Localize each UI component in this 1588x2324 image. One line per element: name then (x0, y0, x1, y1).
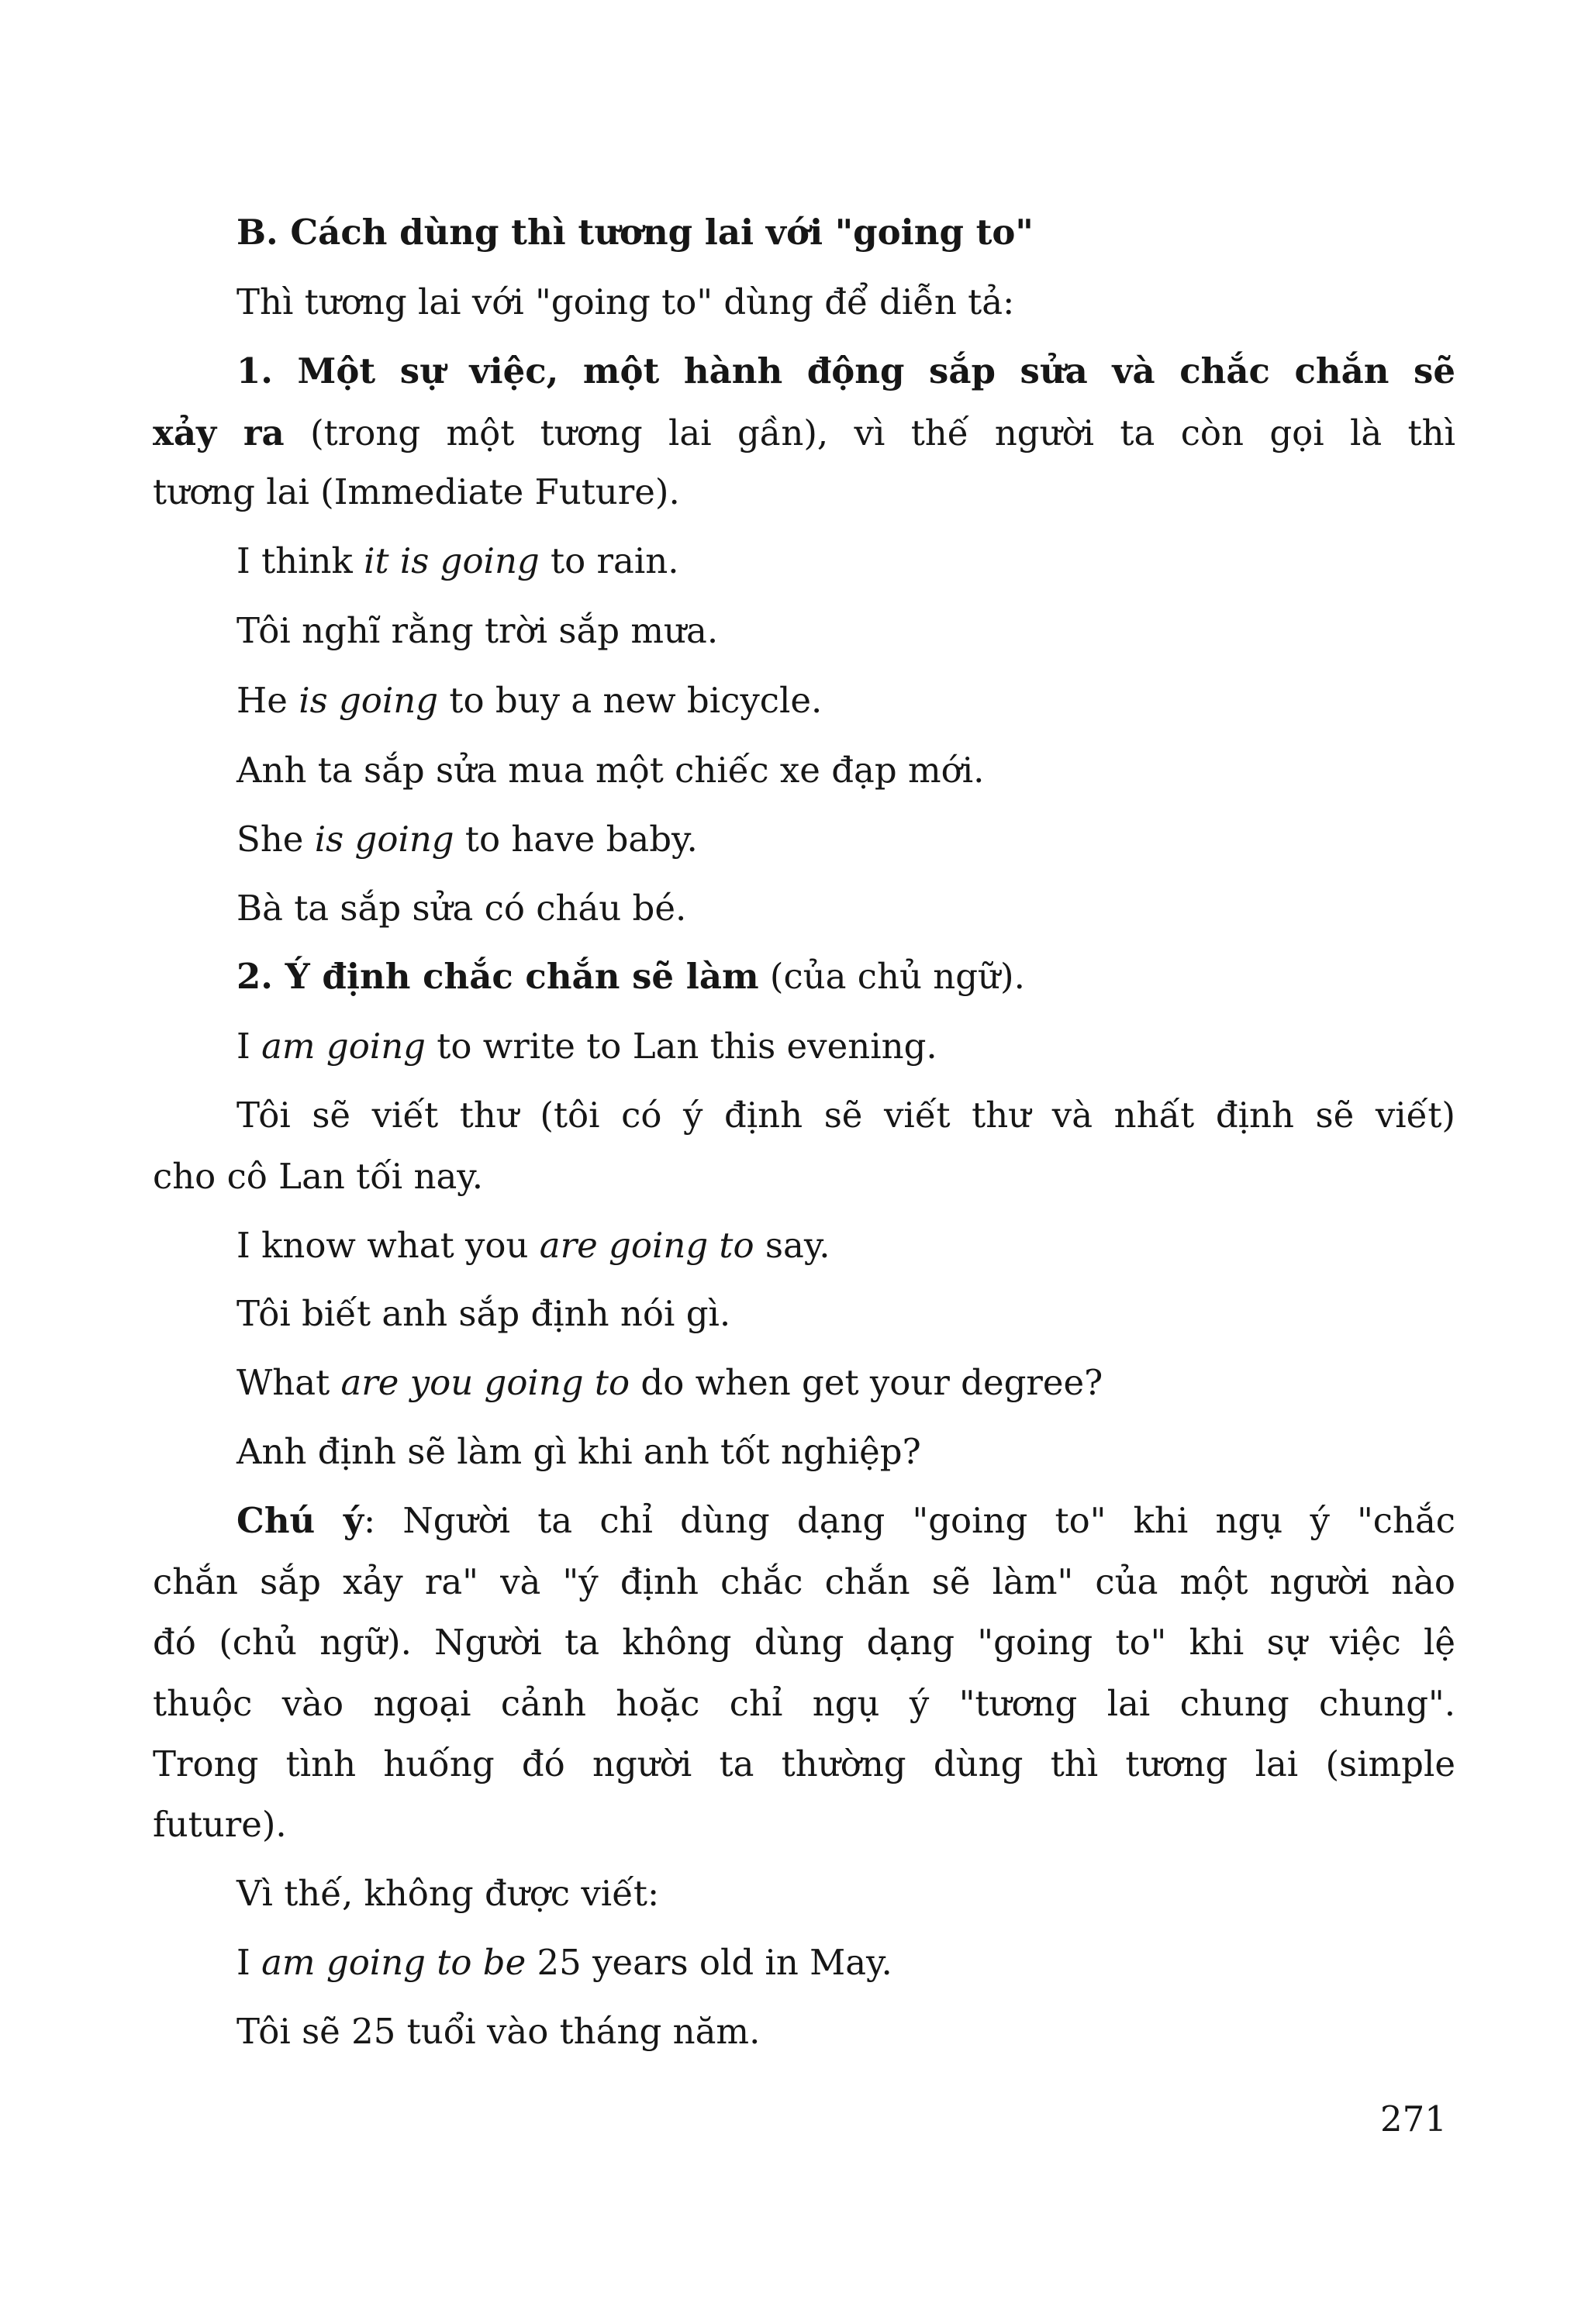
point-1-line-2: xảy ra (trong một tương lai gần), vì thế người ta còn gọi là thì (153, 412, 1456, 453)
point-2: 2. Ý định chắc chắn sẽ làm (của chủ ngữ). (236, 956, 1025, 997)
page-number: 271 (1380, 2098, 1447, 2140)
point-1-line-1: 1. Một sự việc, một hành động sắp sửa và chắc chắn sẽ (236, 350, 1455, 391)
translation-sentence: Bà ta sắp sửa có cháu bé. (236, 888, 687, 929)
example-sentence: I am going to be 25 years old in May. (236, 1942, 892, 1983)
translation-line-2: cho cô Lan tối nay. (153, 1156, 484, 1197)
translation-sentence: Anh ta sắp sửa mua một chiếc xe đạp mới. (236, 750, 985, 791)
note-line-3: đó (chủ ngữ). Người ta không dùng dạng "going to" khi sự việc lệ (153, 1622, 1455, 1663)
example-sentence: He is going to buy a new bicycle. (236, 680, 823, 721)
note-line-1: Chú ý: Người ta chỉ dùng dạng "going to" khi ngụ ý "chắc (236, 1500, 1455, 1541)
section-heading: B. Cách dùng thì tương lai với "going to" (236, 212, 1034, 253)
note-line-6: future). (153, 1804, 287, 1845)
translation-sentence: Tôi nghĩ rằng trời sắp mưa. (236, 610, 719, 651)
therefore-text: Vì thế, không được viết: (236, 1873, 660, 1914)
note-line-2: chắn sắp xảy ra" và "ý định chắc chắn sẽ làm" của một người nào (153, 1561, 1455, 1602)
translation-sentence: Tôi sẽ 25 tuổi vào tháng năm. (236, 2011, 761, 2052)
intro-text: Thì tương lai với "going to" dùng để diễn tả: (236, 281, 1015, 322)
example-sentence: I am going to write to Lan this evening. (236, 1026, 937, 1067)
translation-line-1: Tôi sẽ viết thư (tôi có ý định sẽ viết thư và nhất định sẽ viết) (236, 1095, 1455, 1136)
example-sentence: I think it is going to rain. (236, 540, 679, 581)
example-sentence: I know what you are going to say. (236, 1225, 830, 1266)
example-sentence: She is going to have baby. (236, 819, 698, 860)
note-line-5: Trong tình huống đó người ta thường dùng thì tương lai (simple (153, 1743, 1455, 1784)
example-sentence: What are you going to do when get your degree? (236, 1362, 1103, 1403)
point-1-line-3: tương lai (Immediate Future). (153, 471, 680, 512)
note-line-4: thuộc vào ngoại cảnh hoặc chỉ ngụ ý "tương lai chung chung". (153, 1683, 1455, 1724)
translation-sentence: Tôi biết anh sắp định nói gì. (236, 1293, 731, 1334)
translation-sentence: Anh định sẽ làm gì khi anh tốt nghiệp? (236, 1431, 921, 1472)
